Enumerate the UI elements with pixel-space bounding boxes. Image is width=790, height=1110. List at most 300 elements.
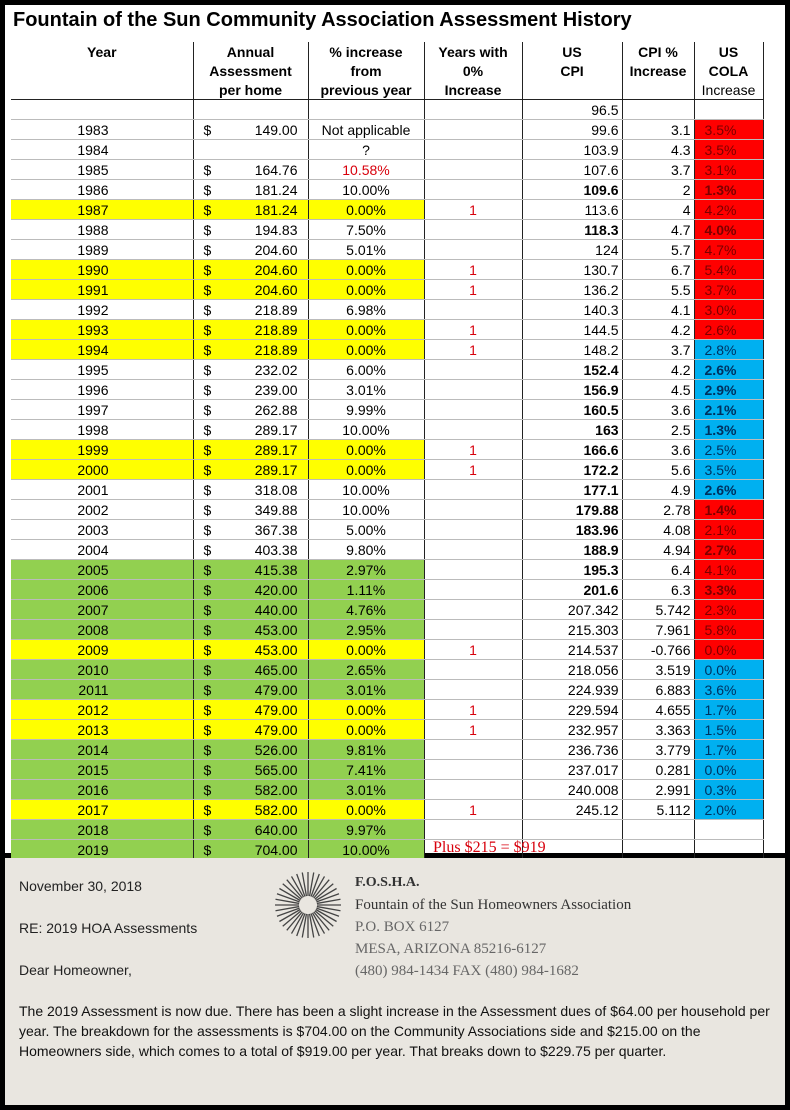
cpi-pct-cell: -0.766 <box>622 640 694 660</box>
dollar-sign-cell: $ <box>193 800 219 820</box>
assessment-cell: 420.00 <box>219 580 308 600</box>
assessment-cell: 453.00 <box>219 620 308 640</box>
cola-cell: 3.6% <box>694 680 763 700</box>
cpi-cell: 113.6 <box>522 200 622 220</box>
cpi-cell: 96.5 <box>522 100 622 120</box>
dollar-sign-cell: $ <box>193 720 219 740</box>
zero-increase-cell <box>424 220 522 240</box>
cpi-cell: 224.939 <box>522 680 622 700</box>
year-cell: 2003 <box>11 520 193 540</box>
table-row <box>11 600 763 620</box>
cpi-cell: 160.5 <box>522 400 622 420</box>
year-cell: 2009 <box>11 640 193 660</box>
table-row <box>11 120 763 140</box>
pct-increase-cell: 10.00% <box>308 180 424 200</box>
cola-cell: 2.1% <box>694 400 763 420</box>
sun-logo-icon <box>273 870 343 940</box>
cpi-cell: 232.957 <box>522 720 622 740</box>
zero-increase-cell: 1 <box>424 280 522 300</box>
cola-cell: 0.0% <box>694 660 763 680</box>
cpi-cell: 103.9 <box>522 140 622 160</box>
dollar-sign-cell: $ <box>193 840 219 860</box>
org-po-box: P.O. BOX 6127 <box>355 919 450 935</box>
cpi-pct-cell <box>622 100 694 120</box>
table-row <box>11 780 763 800</box>
dollar-sign-cell: $ <box>193 520 219 540</box>
year-cell: 1998 <box>11 420 193 440</box>
zero-increase-cell <box>424 580 522 600</box>
header-row <box>11 61 763 80</box>
cola-cell: 1.3% <box>694 420 763 440</box>
year-cell: 2001 <box>11 480 193 500</box>
header-cell: Years with <box>424 42 522 61</box>
cola-cell: 3.3% <box>694 580 763 600</box>
header-cell: from <box>308 61 424 80</box>
cola-cell: 2.8% <box>694 340 763 360</box>
zero-increase-cell <box>424 360 522 380</box>
cpi-cell: 179.88 <box>522 500 622 520</box>
dollar-sign-cell: $ <box>193 120 219 140</box>
year-cell: 1992 <box>11 300 193 320</box>
cpi-pct-cell: 3.6 <box>622 440 694 460</box>
cola-cell: 2.1% <box>694 520 763 540</box>
header-row <box>11 80 763 100</box>
dollar-sign-cell: $ <box>193 540 219 560</box>
year-cell: 1988 <box>11 220 193 240</box>
cpi-pct-cell: 4.08 <box>622 520 694 540</box>
zero-increase-cell <box>424 420 522 440</box>
assessment-cell: 318.08 <box>219 480 308 500</box>
pct-increase-cell: 0.00% <box>308 800 424 820</box>
table-row <box>11 240 763 260</box>
table-row <box>11 260 763 280</box>
cpi-cell: 144.5 <box>522 320 622 340</box>
table-row <box>11 460 763 480</box>
assessment-table <box>11 42 764 860</box>
cpi-pct-cell: 3.1 <box>622 120 694 140</box>
cola-cell: 2.7% <box>694 540 763 560</box>
assessment-cell: 367.38 <box>219 520 308 540</box>
table-row <box>11 420 763 440</box>
cpi-cell: 156.9 <box>522 380 622 400</box>
pct-increase-cell: 0.00% <box>308 340 424 360</box>
dollar-sign-cell: $ <box>193 620 219 640</box>
assessment-cell: 232.02 <box>219 360 308 380</box>
dollar-sign-cell: $ <box>193 440 219 460</box>
assessment-cell: 218.89 <box>219 320 308 340</box>
pct-increase-cell: 5.00% <box>308 520 424 540</box>
cpi-cell: 172.2 <box>522 460 622 480</box>
assessment-cell: 218.89 <box>219 300 308 320</box>
cola-cell: 4.1% <box>694 560 763 580</box>
cpi-pct-cell: 4 <box>622 200 694 220</box>
assessment-cell: 239.00 <box>219 380 308 400</box>
pct-increase-cell: 2.65% <box>308 660 424 680</box>
assessment-cell: 479.00 <box>219 720 308 740</box>
dollar-sign-cell: $ <box>193 240 219 260</box>
dollar-sign-cell: $ <box>193 360 219 380</box>
year-cell: 2005 <box>11 560 193 580</box>
table-row <box>11 540 763 560</box>
cola-cell: 2.9% <box>694 380 763 400</box>
dollar-sign-cell: $ <box>193 460 219 480</box>
cpi-pct-cell: 3.363 <box>622 720 694 740</box>
dollar-sign-cell: $ <box>193 680 219 700</box>
table-row <box>11 340 763 360</box>
pct-increase-cell: Not applicable <box>308 120 424 140</box>
zero-increase-cell <box>424 300 522 320</box>
cpi-pct-cell: 5.6 <box>622 460 694 480</box>
table-row <box>11 400 763 420</box>
cpi-cell: 207.342 <box>522 600 622 620</box>
year-cell: 2008 <box>11 620 193 640</box>
dollar-sign-cell: $ <box>193 660 219 680</box>
cola-cell: 2.6% <box>694 320 763 340</box>
cola-cell: 1.7% <box>694 700 763 720</box>
letter-date: November 30, 2018 <box>19 878 142 894</box>
pct-increase-cell: 9.81% <box>308 740 424 760</box>
cpi-cell: 229.594 <box>522 700 622 720</box>
letterhead <box>355 872 631 982</box>
header-cell: previous year <box>308 80 424 100</box>
zero-increase-cell <box>424 160 522 180</box>
cpi-cell: 188.9 <box>522 540 622 560</box>
year-cell: 2011 <box>11 680 193 700</box>
cpi-pct-cell: 7.961 <box>622 620 694 640</box>
cpi-pct-cell: 4.94 <box>622 540 694 560</box>
dollar-sign-cell: $ <box>193 500 219 520</box>
cpi-cell: 136.2 <box>522 280 622 300</box>
pct-increase-cell: 6.00% <box>308 360 424 380</box>
table-row <box>11 140 763 160</box>
letter-body: The 2019 Assessment is now due. There has been a slight increase in the Assessment dues of $64.00 per household per year. The breakdown for the assessments is $704.00 on the Community Associations side and $215.00 on the Homeowners side, which comes to a total of $919.00 per year. That breaks down to $229.75 per quarter. <box>19 1003 770 1059</box>
zero-increase-cell: 1 <box>424 720 522 740</box>
dollar-sign-cell: $ <box>193 820 219 840</box>
cpi-pct-cell: 6.883 <box>622 680 694 700</box>
table-row <box>11 700 763 720</box>
assessment-cell <box>219 100 308 120</box>
dollar-sign-cell: $ <box>193 740 219 760</box>
assessment-cell: 181.24 <box>219 180 308 200</box>
year-cell: 1999 <box>11 440 193 460</box>
header-cell: Increase <box>694 80 763 100</box>
cola-cell: 3.1% <box>694 160 763 180</box>
cola-cell: 1.7% <box>694 740 763 760</box>
cpi-pct-cell: 6.3 <box>622 580 694 600</box>
year-cell: 2015 <box>11 760 193 780</box>
pct-increase-cell: 1.11% <box>308 580 424 600</box>
pct-increase-cell: 3.01% <box>308 780 424 800</box>
cpi-cell: 218.056 <box>522 660 622 680</box>
year-cell: 1989 <box>11 240 193 260</box>
assessment-cell: 181.24 <box>219 200 308 220</box>
header-cell <box>522 80 622 100</box>
pct-increase-cell: 6.98% <box>308 300 424 320</box>
dollar-sign-cell <box>193 100 219 120</box>
assessment-cell <box>219 140 308 160</box>
table-row <box>11 680 763 700</box>
table-row <box>11 220 763 240</box>
cpi-pct-cell: 2.5 <box>622 420 694 440</box>
table-row <box>11 280 763 300</box>
zero-increase-cell <box>424 540 522 560</box>
dollar-sign-cell: $ <box>193 220 219 240</box>
pct-increase-cell: 0.00% <box>308 280 424 300</box>
header-cell: % increase <box>308 42 424 61</box>
year-cell: 2007 <box>11 600 193 620</box>
table-row <box>11 580 763 600</box>
zero-increase-cell <box>424 140 522 160</box>
table-row <box>11 760 763 780</box>
cpi-cell: 118.3 <box>522 220 622 240</box>
cola-cell: 2.6% <box>694 360 763 380</box>
dollar-sign-cell: $ <box>193 180 219 200</box>
cola-cell: 5.4% <box>694 260 763 280</box>
assessment-cell: 164.76 <box>219 160 308 180</box>
cola-cell: 4.2% <box>694 200 763 220</box>
assessment-cell: 704.00 <box>219 840 308 860</box>
zero-increase-cell <box>424 400 522 420</box>
table-row <box>11 200 763 220</box>
cpi-cell: 124 <box>522 240 622 260</box>
year-cell: 2017 <box>11 800 193 820</box>
cpi-pct-cell: 6.7 <box>622 260 694 280</box>
cpi-pct-cell: 6.4 <box>622 560 694 580</box>
cpi-pct-cell: 4.1 <box>622 300 694 320</box>
cola-cell: 3.0% <box>694 300 763 320</box>
cpi-cell: 195.3 <box>522 560 622 580</box>
dollar-sign-cell: $ <box>193 700 219 720</box>
pct-increase-cell: 2.97% <box>308 560 424 580</box>
cola-cell: 3.5% <box>694 120 763 140</box>
pct-increase-cell: 7.41% <box>308 760 424 780</box>
cola-cell: 4.7% <box>694 240 763 260</box>
dollar-sign-cell: $ <box>193 300 219 320</box>
year-cell: 2000 <box>11 460 193 480</box>
table-row <box>11 660 763 680</box>
pct-increase-cell: 7.50% <box>308 220 424 240</box>
header-cell: COLA <box>694 61 763 80</box>
cpi-cell <box>522 820 622 840</box>
pct-increase-cell: 10.00% <box>308 480 424 500</box>
pct-increase-cell: 0.00% <box>308 720 424 740</box>
header-cell: Year <box>11 42 193 61</box>
cpi-pct-cell: 5.742 <box>622 600 694 620</box>
table-row <box>11 800 763 820</box>
pct-increase-cell: 10.00% <box>308 840 424 860</box>
assessment-cell: 526.00 <box>219 740 308 760</box>
zero-increase-cell: 1 <box>424 320 522 340</box>
header-cell: Annual <box>193 42 308 61</box>
year-cell: 2019 <box>11 840 193 860</box>
cpi-cell: 236.736 <box>522 740 622 760</box>
cpi-cell: 140.3 <box>522 300 622 320</box>
table-row <box>11 180 763 200</box>
zero-increase-cell <box>424 680 522 700</box>
year-cell: 1983 <box>11 120 193 140</box>
header-cell: US <box>694 42 763 61</box>
assessment-cell: 415.38 <box>219 560 308 580</box>
pct-increase-cell: 4.76% <box>308 600 424 620</box>
cpi-cell: 214.537 <box>522 640 622 660</box>
year-cell <box>11 100 193 120</box>
header-cell: 0% <box>424 61 522 80</box>
cpi-pct-cell: 5.112 <box>622 800 694 820</box>
assessment-cell: 582.00 <box>219 800 308 820</box>
year-cell: 2014 <box>11 740 193 760</box>
cpi-pct-cell: 0.281 <box>622 760 694 780</box>
assessment-cell: 440.00 <box>219 600 308 620</box>
zero-increase-cell: 1 <box>424 200 522 220</box>
cpi-pct-cell: 4.7 <box>622 220 694 240</box>
zero-increase-cell <box>424 560 522 580</box>
cpi-cell: 240.008 <box>522 780 622 800</box>
table-row <box>11 820 763 840</box>
header-cell: Assessment <box>193 61 308 80</box>
assessment-cell: 479.00 <box>219 680 308 700</box>
table-row <box>11 840 763 860</box>
cpi-pct-cell: 3.6 <box>622 400 694 420</box>
header-cell: US <box>522 42 622 61</box>
year-cell: 1985 <box>11 160 193 180</box>
assessment-cell: 204.60 <box>219 260 308 280</box>
zero-increase-cell: 1 <box>424 440 522 460</box>
dollar-sign-cell: $ <box>193 200 219 220</box>
table-row <box>11 640 763 660</box>
assessment-cell: 289.17 <box>219 460 308 480</box>
table-row <box>11 300 763 320</box>
cpi-cell: 109.6 <box>522 180 622 200</box>
pct-increase-cell: 3.01% <box>308 380 424 400</box>
year-cell: 1987 <box>11 200 193 220</box>
cola-cell <box>694 820 763 840</box>
cola-cell <box>694 840 763 860</box>
pct-increase-cell: 9.97% <box>308 820 424 840</box>
pct-increase-cell: 0.00% <box>308 640 424 660</box>
zero-increase-cell <box>424 180 522 200</box>
assessment-cell: 204.60 <box>219 280 308 300</box>
cola-cell: 0.3% <box>694 780 763 800</box>
year-cell: 1991 <box>11 280 193 300</box>
assessment-history-sheet <box>5 5 785 858</box>
cpi-cell: 201.6 <box>522 580 622 600</box>
year-cell: 1993 <box>11 320 193 340</box>
cpi-cell: 215.303 <box>522 620 622 640</box>
header-cell <box>11 61 193 80</box>
cpi-cell: 237.017 <box>522 760 622 780</box>
zero-increase-cell <box>424 620 522 640</box>
assessment-cell: 194.83 <box>219 220 308 240</box>
dollar-sign-cell: $ <box>193 320 219 340</box>
pct-increase-cell: 0.00% <box>308 460 424 480</box>
header-cell: CPI % <box>622 42 694 61</box>
cpi-cell: 152.4 <box>522 360 622 380</box>
year-cell: 2016 <box>11 780 193 800</box>
cola-cell: 2.6% <box>694 480 763 500</box>
assessment-cell: 640.00 <box>219 820 308 840</box>
cola-cell: 1.4% <box>694 500 763 520</box>
table-row <box>11 560 763 580</box>
year-cell: 1994 <box>11 340 193 360</box>
cpi-cell: 245.12 <box>522 800 622 820</box>
year-cell: 2012 <box>11 700 193 720</box>
zero-increase-cell <box>424 740 522 760</box>
pct-increase-cell: 10.58% <box>308 160 424 180</box>
pct-increase-cell: ? <box>308 140 424 160</box>
header-cell: Increase <box>424 80 522 100</box>
assessment-cell: 262.88 <box>219 400 308 420</box>
dollar-sign-cell: $ <box>193 340 219 360</box>
cola-cell: 5.8% <box>694 620 763 640</box>
cpi-pct-cell: 2.991 <box>622 780 694 800</box>
dollar-sign-cell: $ <box>193 760 219 780</box>
zero-increase-cell: 1 <box>424 700 522 720</box>
assessment-cell: 453.00 <box>219 640 308 660</box>
zero-increase-cell <box>424 760 522 780</box>
table-row <box>11 620 763 640</box>
dollar-sign-cell: $ <box>193 420 219 440</box>
pct-increase-cell: 0.00% <box>308 700 424 720</box>
table-row <box>11 320 763 340</box>
zero-increase-cell <box>424 380 522 400</box>
cpi-cell: 148.2 <box>522 340 622 360</box>
cpi-cell: 163 <box>522 420 622 440</box>
org-phone: (480) 984-1434 FAX (480) 984-1682 <box>355 963 579 979</box>
table-row <box>11 480 763 500</box>
cola-cell: 0.0% <box>694 640 763 660</box>
dollar-sign-cell: $ <box>193 480 219 500</box>
year-cell: 2002 <box>11 500 193 520</box>
dollar-sign-cell: $ <box>193 640 219 660</box>
year-cell: 1996 <box>11 380 193 400</box>
pct-increase-cell: 2.95% <box>308 620 424 640</box>
sheet-title: Fountain of the Sun Community Association Assessment History <box>13 9 632 31</box>
org-city: MESA, ARIZONA 85216-6127 <box>355 941 547 957</box>
table-row <box>11 360 763 380</box>
cpi-pct-cell: 4.2 <box>622 360 694 380</box>
year-cell: 2013 <box>11 720 193 740</box>
cola-cell: 1.3% <box>694 180 763 200</box>
zero-increase-cell <box>424 520 522 540</box>
cola-cell: 3.7% <box>694 280 763 300</box>
year-cell: 1986 <box>11 180 193 200</box>
cpi-cell: 99.6 <box>522 120 622 140</box>
zero-increase-cell <box>424 240 522 260</box>
header-cell: Increase <box>622 61 694 80</box>
cola-cell: 0.0% <box>694 760 763 780</box>
pct-increase-cell: 10.00% <box>308 500 424 520</box>
assessment-cell: 565.00 <box>219 760 308 780</box>
header-cell <box>622 80 694 100</box>
pct-increase-cell: 10.00% <box>308 420 424 440</box>
cpi-cell: 177.1 <box>522 480 622 500</box>
header-cell: per home <box>193 80 308 100</box>
pct-increase-cell: 0.00% <box>308 200 424 220</box>
plus-note: Plus $215 = $919 <box>433 839 546 856</box>
cpi-pct-cell: 4.3 <box>622 140 694 160</box>
year-cell: 1995 <box>11 360 193 380</box>
header-cell: CPI <box>522 61 622 80</box>
cola-cell <box>694 100 763 120</box>
hoa-letter <box>5 858 785 1105</box>
cpi-pct-cell: 4.5 <box>622 380 694 400</box>
year-cell: 2004 <box>11 540 193 560</box>
assessment-cell: 582.00 <box>219 780 308 800</box>
header-cell <box>11 80 193 100</box>
table-row <box>11 740 763 760</box>
cpi-pct-cell: 5.7 <box>622 240 694 260</box>
cpi-pct-cell <box>622 820 694 840</box>
